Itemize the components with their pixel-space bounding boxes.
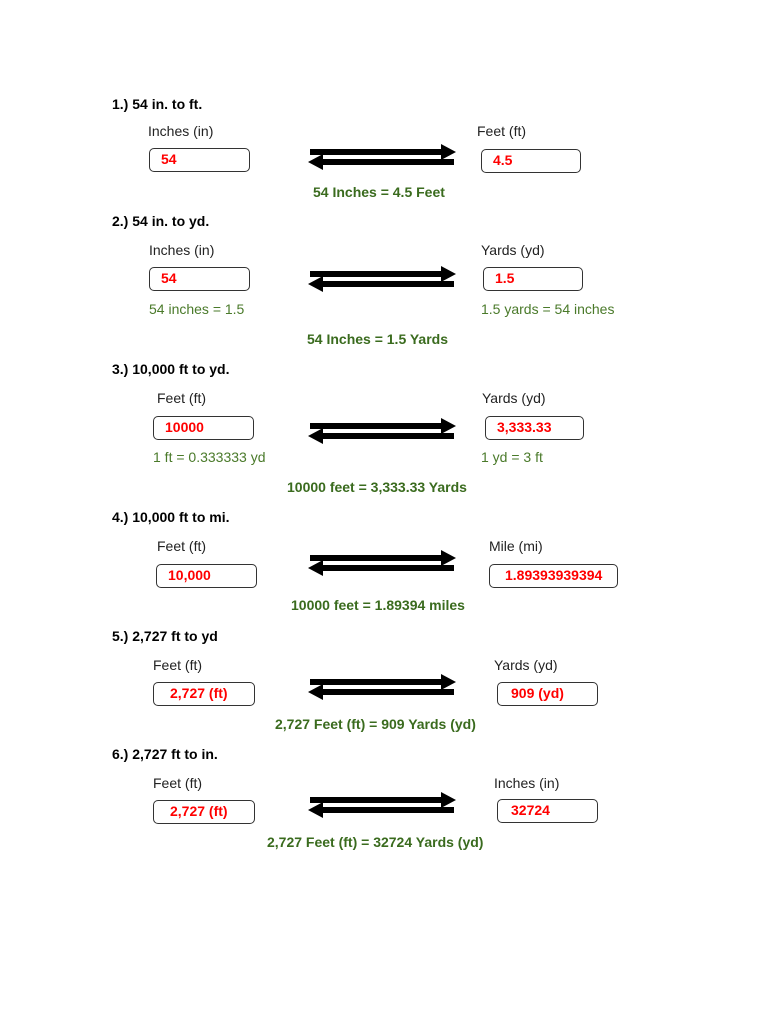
left-value-field[interactable]: 2,727 (ft) <box>153 800 255 824</box>
bidirectional-arrows-icon <box>306 418 458 448</box>
left-unit-label: Feet (ft) <box>157 538 207 554</box>
conversion-result: 10000 feet = 3,333.33 Yards <box>287 479 467 495</box>
left-unit-label: Inches (in) <box>148 123 214 139</box>
conversion-problem-6 <box>0 746 768 894</box>
left-unit-label: Inches (in) <box>149 242 215 258</box>
bidirectional-arrows-icon <box>306 792 458 822</box>
conversion-result: 54 Inches = 1.5 Yards <box>307 331 449 347</box>
conversion-problem-2 <box>0 213 768 361</box>
right-value-field[interactable]: 3,333.33 <box>485 416 584 440</box>
right-value-field[interactable]: 1.5 <box>483 267 583 291</box>
bidirectional-arrows-icon <box>306 266 458 296</box>
right-note: 1.5 yards = 54 inches <box>481 301 615 317</box>
problem-heading: 1.) 54 in. to ft. <box>112 96 203 112</box>
left-unit-label: Feet (ft) <box>157 390 207 406</box>
right-value-field[interactable]: 909 (yd) <box>497 682 598 706</box>
conversion-result: 10000 feet = 1.89394 miles <box>291 597 465 613</box>
problem-heading: 5.) 2,727 ft to yd <box>112 628 218 644</box>
conversion-problem-3 <box>0 361 768 509</box>
problem-heading: 4.) 10,000 ft to mi. <box>112 509 230 525</box>
right-value-field[interactable]: 4.5 <box>481 149 581 173</box>
right-value-field[interactable]: 1.89393939394 <box>489 564 618 588</box>
left-value-field[interactable]: 10000 <box>153 416 254 440</box>
left-value-field[interactable]: 54 <box>149 267 250 291</box>
bidirectional-arrows-icon <box>306 144 458 174</box>
problem-heading: 2.) 54 in. to yd. <box>112 213 210 229</box>
left-value-field[interactable]: 54 <box>149 148 250 172</box>
right-unit-label: Yards (yd) <box>494 657 558 673</box>
conversion-result: 2,727 Feet (ft) = 32724 Yards (yd) <box>267 834 484 850</box>
left-unit-label: Feet (ft) <box>153 775 203 791</box>
bidirectional-arrows-icon <box>306 674 458 704</box>
left-value-field[interactable]: 10,000 <box>156 564 257 588</box>
conversion-result: 2,727 Feet (ft) = 909 Yards (yd) <box>275 716 476 732</box>
problem-heading: 6.) 2,727 ft to in. <box>112 746 218 762</box>
right-unit-label: Feet (ft) <box>477 123 527 139</box>
right-unit-label: Yards (yd) <box>481 242 545 258</box>
right-value-field[interactable]: 32724 <box>497 799 598 823</box>
bidirectional-arrows-icon <box>306 550 458 580</box>
right-unit-label: Mile (mi) <box>489 538 543 554</box>
left-unit-label: Feet (ft) <box>153 657 203 673</box>
left-value-field[interactable]: 2,727 (ft) <box>153 682 255 706</box>
left-note: 1 ft = 0.333333 yd <box>153 449 266 465</box>
right-note: 1 yd = 3 ft <box>481 449 543 465</box>
right-unit-label: Inches (in) <box>494 775 560 791</box>
left-note: 54 inches = 1.5 <box>149 301 245 317</box>
problem-heading: 3.) 10,000 ft to yd. <box>112 361 230 377</box>
conversion-result: 54 Inches = 4.5 Feet <box>313 184 445 200</box>
right-unit-label: Yards (yd) <box>482 390 546 406</box>
